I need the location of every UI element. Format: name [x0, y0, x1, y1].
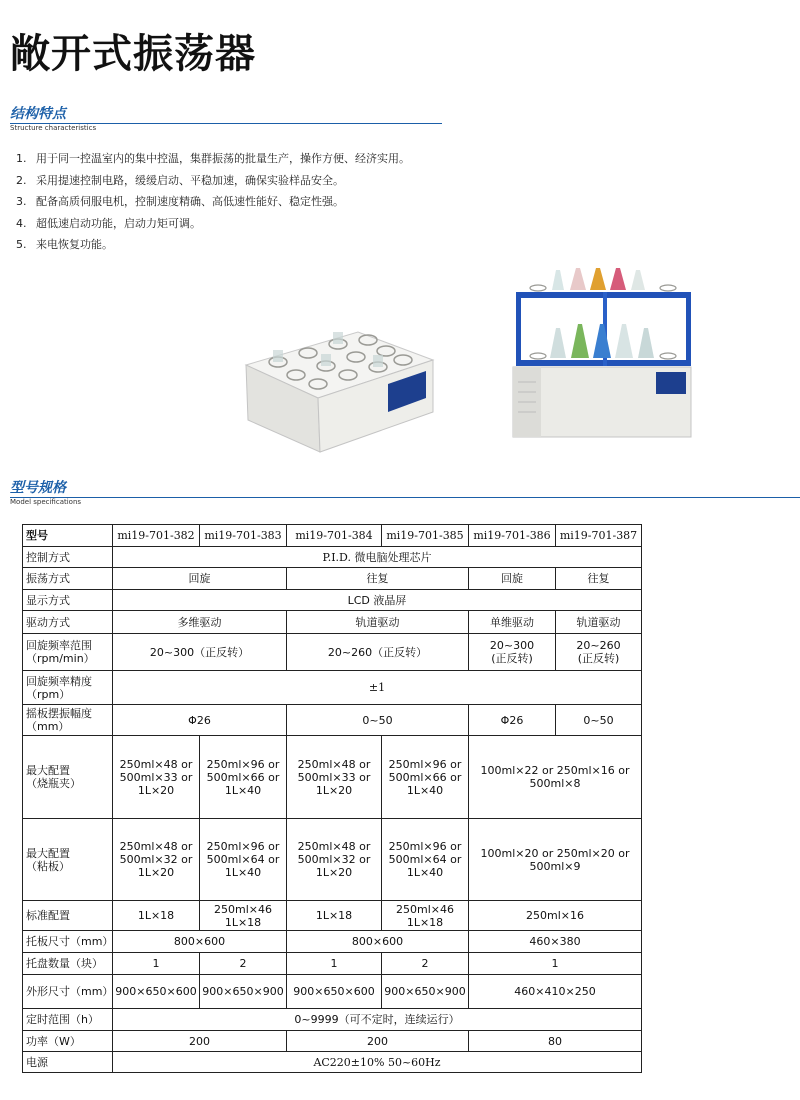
section-rule — [10, 123, 442, 124]
table-row — [23, 931, 642, 953]
cell: 250ml×48 or 500ml×33 or 1L×20 — [287, 736, 382, 819]
cell: 20~300（正反转） — [113, 634, 287, 671]
cell: 单维驱动 — [469, 611, 556, 634]
model-number: mi19-701-384 — [287, 525, 382, 547]
cell: 250ml×46 1L×18 — [200, 901, 287, 931]
cell: 250ml×48 or 500ml×32 or 1L×20 — [287, 819, 382, 901]
cell: Φ26 — [469, 705, 556, 736]
cell: 250ml×96 or 500ml×64 or 1L×40 — [382, 819, 469, 901]
cell: 1 — [113, 953, 200, 975]
cell: 1 — [469, 953, 642, 975]
cell: 回旋 — [113, 568, 287, 590]
row-label: 托盘数量（块） — [23, 953, 113, 975]
row-label: 驱动方式 — [23, 611, 113, 634]
row-label: 最大配置 （烧瓶夹） — [23, 736, 113, 819]
cell: 轨道驱动 — [287, 611, 469, 634]
row-label: 托板尺寸（mm） — [23, 931, 113, 953]
table-row — [23, 611, 642, 634]
table-row — [23, 953, 642, 975]
cell: 200 — [287, 1031, 469, 1052]
cell: 2 — [382, 953, 469, 975]
cell: 900×650×900 — [382, 975, 469, 1009]
row-label: 显示方式 — [23, 590, 113, 611]
table-row — [23, 736, 642, 819]
cell: 250ml×96 or 500ml×66 or 1L×40 — [200, 736, 287, 819]
cell: 多维驱动 — [113, 611, 287, 634]
cell: AC220±10% 50~60Hz — [113, 1052, 642, 1073]
row-label: 定时范围（h） — [23, 1009, 113, 1031]
cell: LCD 液晶屏 — [113, 590, 642, 611]
cell: 1L×18 — [287, 901, 382, 931]
cell: 回旋 — [469, 568, 556, 590]
table-row — [23, 671, 642, 705]
table-row — [23, 525, 642, 547]
cell: 460×410×250 — [469, 975, 642, 1009]
cell: 轨道驱动 — [556, 611, 642, 634]
cell: 0~50 — [556, 705, 642, 736]
row-label: 电源 — [23, 1052, 113, 1073]
table-row — [23, 547, 642, 568]
row-label: 功率（W） — [23, 1031, 113, 1052]
cell: 2 — [200, 953, 287, 975]
cell: P.I.D. 微电脑处理芯片 — [113, 547, 642, 568]
cell: 1 — [287, 953, 382, 975]
cell: 900×650×600 — [287, 975, 382, 1009]
cell: 250ml×48 or 500ml×33 or 1L×20 — [113, 736, 200, 819]
product-image-double-shaker — [508, 262, 698, 447]
section-title: 型号规格 — [10, 480, 66, 496]
cell: 80 — [469, 1031, 642, 1052]
section-header-models — [10, 480, 800, 506]
table-row — [23, 1052, 642, 1073]
cell: 往复 — [556, 568, 642, 590]
feature-item: 3. 配备高质伺服电机，控制速度精确、高低速性能好、稳定性强。 — [16, 195, 344, 208]
table-row — [23, 634, 642, 671]
cell: 20~260 (正反转) — [556, 634, 642, 671]
section-subtitle: Structure characteristics — [10, 124, 97, 132]
cell: 100ml×22 or 250ml×16 or 500ml×8 — [469, 736, 642, 819]
cell: 800×600 — [287, 931, 469, 953]
model-number: mi19-701-387 — [556, 525, 642, 547]
cell: 200 — [113, 1031, 287, 1052]
page-title: 敞开式振荡器 — [10, 31, 256, 77]
model-number: mi19-701-383 — [200, 525, 287, 547]
row-label: 标准配置 — [23, 901, 113, 931]
feature-list — [16, 148, 410, 256]
section-rule — [10, 497, 800, 498]
feature-item: 4. 超低速启动功能，启动力矩可调。 — [16, 216, 201, 230]
table-row — [23, 705, 642, 736]
table-row — [23, 901, 642, 931]
table-row — [23, 1009, 642, 1031]
row-label: 外形尺寸（mm） — [23, 975, 113, 1009]
row-label: 回旋频率范围 （rpm/min） — [23, 634, 113, 671]
header-label: 型号 — [23, 525, 113, 547]
row-label: 最大配置 （粘板） — [23, 819, 113, 901]
cell: 250ml×16 — [469, 901, 642, 931]
table-row — [23, 1031, 642, 1052]
cell: 250ml×46 1L×18 — [382, 901, 469, 931]
cell: Φ26 — [113, 705, 287, 736]
row-label: 控制方式 — [23, 547, 113, 568]
cell: ±1 — [113, 671, 642, 705]
section-subtitle: Model specifications — [10, 498, 82, 506]
cell: 460×380 — [469, 931, 642, 953]
row-label: 回旋频率精度 （rpm） — [23, 671, 113, 705]
cell: 800×600 — [113, 931, 287, 953]
cell: 250ml×48 or 500ml×32 or 1L×20 — [113, 819, 200, 901]
feature-item: 5. 来电恢复功能。 — [16, 238, 113, 251]
model-number: mi19-701-386 — [469, 525, 556, 547]
cell: 往复 — [287, 568, 469, 590]
cell: 900×650×900 — [200, 975, 287, 1009]
cell: 250ml×96 or 500ml×64 or 1L×40 — [200, 819, 287, 901]
cell: 900×650×600 — [113, 975, 200, 1009]
feature-item: 2. 采用提速控制电路，缓缓启动、平稳加速，确保实验样品安全。 — [16, 173, 344, 187]
product-image-single-shaker — [238, 320, 438, 455]
row-label: 振荡方式 — [23, 568, 113, 590]
cell: 0~50 — [287, 705, 469, 736]
cell: 100ml×20 or 250ml×20 or 500ml×9 — [469, 819, 642, 901]
cell: 1L×18 — [113, 901, 200, 931]
section-title: 结构特点 — [10, 106, 66, 122]
row-label: 摇板摆振幅度 （mm） — [23, 705, 113, 736]
model-number: mi19-701-385 — [382, 525, 469, 547]
table-row — [23, 975, 642, 1009]
section-header-structure — [10, 106, 442, 132]
cell: 20~260（正反转） — [287, 634, 469, 671]
table-row — [23, 590, 642, 611]
feature-item: 1. 用于同一控温室内的集中控温，集群振荡的批量生产，操作方便、经济实用。 — [16, 152, 410, 165]
table-row — [23, 568, 642, 590]
cell: 20~300 (正反转) — [469, 634, 556, 671]
spec-table — [22, 524, 642, 1073]
cell: 250ml×96 or 500ml×66 or 1L×40 — [382, 736, 469, 819]
table-row — [23, 819, 642, 901]
cell: 0~9999（可不定时，连续运行） — [113, 1009, 642, 1031]
model-number: mi19-701-382 — [113, 525, 200, 547]
